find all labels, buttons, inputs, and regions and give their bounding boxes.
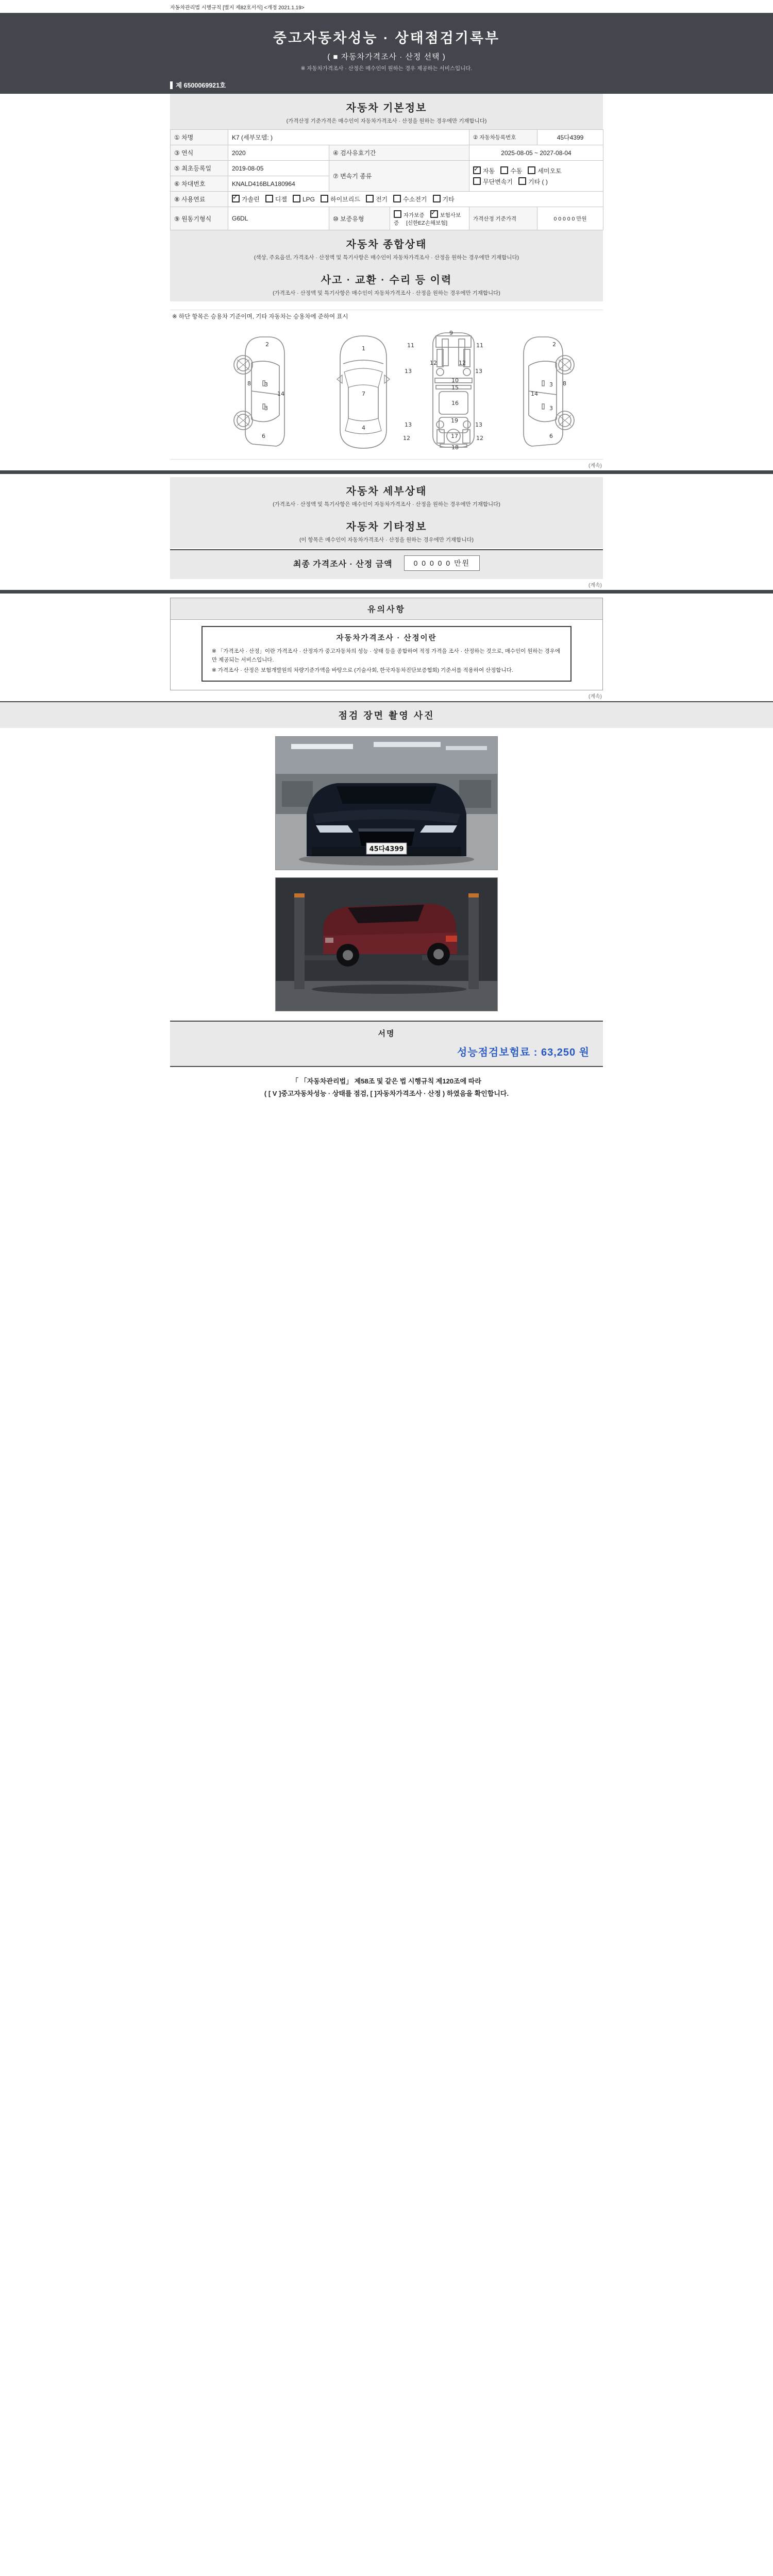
checkbox[interactable] — [366, 195, 374, 202]
checkbox[interactable] — [528, 166, 535, 174]
svg-text:12: 12 — [403, 435, 410, 442]
checkbox-label: 전기 — [375, 196, 388, 203]
label-cell — [469, 130, 537, 145]
table-row — [171, 192, 603, 207]
text: K7 (세부모델: ) — [232, 134, 273, 141]
text: ① 차명 — [174, 134, 194, 141]
section-header-other — [170, 513, 603, 548]
divider — [0, 590, 773, 594]
checkbox-label: 보험사보증 — [394, 212, 461, 226]
section-title: 자동차 기타정보 — [346, 521, 427, 533]
final-price-label: 최종 가격조사 · 산정 금액 — [293, 560, 393, 569]
label-cell — [171, 145, 228, 161]
checkbox[interactable] — [433, 195, 441, 202]
data-cell — [390, 207, 469, 230]
label-cell — [329, 207, 390, 230]
table-row — [171, 207, 603, 230]
label-cell — [171, 207, 228, 230]
checkbox-label: 기타 ( ) — [528, 178, 548, 185]
data-cell — [469, 145, 603, 161]
data-cell — [537, 130, 603, 145]
text: ⑥ 차대번호 — [174, 180, 206, 188]
svg-text:6: 6 — [549, 433, 553, 439]
svg-text:1: 1 — [362, 345, 365, 352]
continue-label: (계속) — [589, 694, 602, 700]
doc-number-text: 제 6500069921호 — [176, 82, 226, 89]
text: 45다4399 — [557, 134, 584, 141]
svg-text:10: 10 — [451, 377, 459, 384]
signature-box — [170, 1021, 603, 1067]
svg-text:17: 17 — [451, 433, 458, 439]
label-cell — [329, 161, 469, 192]
svg-text:19: 19 — [451, 417, 458, 424]
section-title: 사고 · 교환 · 수리 등 이력 — [321, 275, 452, 286]
text: G6DL — [232, 215, 248, 222]
section-note: (가격조사 · 산정액 및 특기사항은 매수인이 자동차가격조사 · 산정을 원하는 경우에만 기재합니다) — [273, 501, 500, 507]
text: 2019-08-05 — [232, 164, 264, 172]
checkbox-checked[interactable] — [430, 210, 438, 218]
data-cell — [228, 145, 329, 161]
section-note: (색상, 주요옵션, 가격조사 · 산정액 및 특기사항은 매수인이 자동차가격조사 · 산정을 원하는 경우에만 기재합니다) — [254, 255, 519, 261]
notice-title: 유의사항 — [171, 598, 602, 620]
license-plate: 45다4399 — [369, 845, 404, 854]
legend-note: ※ 하단 항목은 승용차 기준이며, 기타 자동차는 승용차에 준하여 표시 — [172, 314, 348, 320]
photo-front-svg — [276, 737, 497, 870]
form-reference-note: 자동차관리법 시행규칙 [별지 제82호서식] <개정 2021.1.19> — [170, 5, 305, 11]
price-definition-line: ※ 「가격조사 · 산정」이란 가격조사 · 산정자가 중고자동차의 성능 · 상태 등을 종합하여 적정 가격을 조사 · 산정하는 것으로, 매수인이 원하는 경우에만 제공되는 서비스입니다. — [212, 648, 560, 663]
checkbox-label: LPG — [302, 196, 315, 203]
signature-title: 서명 — [378, 1029, 395, 1039]
price-definition-box — [201, 626, 572, 682]
basic-table — [170, 129, 603, 230]
section-header-basic — [170, 94, 603, 129]
label-cell — [329, 145, 469, 161]
price-definition-title: 자동차가격조사 · 산정이란 — [336, 634, 437, 642]
svg-text:15: 15 — [451, 384, 459, 391]
svg-text:13: 13 — [475, 421, 482, 428]
doc-number-icon — [170, 81, 173, 89]
checkbox-label: 무단변속기 — [483, 178, 513, 185]
svg-text:3: 3 — [549, 405, 553, 412]
checkbox[interactable] — [394, 210, 401, 218]
checkbox-label: 수소전기 — [403, 196, 427, 203]
document-number — [170, 80, 603, 90]
data-cell — [228, 192, 603, 207]
checkbox-label: 세미오토 — [537, 167, 562, 175]
section-title: 자동차 종합상태 — [346, 239, 427, 250]
svg-text:2: 2 — [552, 341, 556, 348]
label-cell — [171, 176, 228, 192]
photo-section-header — [0, 701, 773, 728]
photo-section-title: 점검 장면 촬영 사진 — [338, 710, 435, 721]
section-note: (이 항목은 매수인이 자동차가격조사 · 산정을 원하는 경우에만 기재합니다) — [299, 537, 474, 543]
svg-text:13: 13 — [405, 421, 412, 428]
section-header-overall — [170, 230, 603, 266]
photo-area — [0, 728, 773, 1021]
continue-label: (계속) — [589, 583, 602, 588]
final-price-band — [170, 549, 603, 579]
svg-text:11: 11 — [407, 342, 414, 349]
checkbox-checked[interactable] — [473, 166, 481, 174]
text: ⑧ 사용연료 — [174, 196, 206, 203]
svg-text:3: 3 — [264, 381, 268, 388]
svg-text:11: 11 — [476, 342, 483, 349]
section-header-detail — [170, 477, 603, 513]
data-cell — [537, 207, 603, 230]
text: 가격산정 기준가격 — [473, 215, 517, 222]
page-subtitle: ( ■ 자동차가격조사 · 산정 선택 ) — [327, 53, 446, 61]
price-definition-line: ※ 가격조사 · 산정은 보험개발원의 차량기준가액을 바탕으로 (기술사회, 한국자동차진단보증협회) 기준서를 적용하여 산정합니다. — [212, 667, 513, 673]
checkbox[interactable] — [500, 166, 508, 174]
basic-info-table — [170, 129, 603, 230]
data-cell — [228, 161, 329, 176]
checkbox[interactable] — [293, 195, 300, 202]
section-header-history — [170, 266, 603, 301]
svg-text:4: 4 — [362, 425, 365, 431]
table-row — [171, 161, 603, 176]
line — [473, 165, 599, 176]
page-title: 중고자동차성능 · 상태점검기록부 — [273, 30, 500, 46]
section-title: 자동차 기본정보 — [346, 103, 427, 114]
section-title: 자동차 세부상태 — [346, 486, 427, 497]
label-cell — [171, 161, 228, 176]
checkbox-label: 자동 — [483, 167, 495, 175]
continue-label: (계속) — [589, 463, 602, 469]
checkbox-label: 기타 — [442, 196, 455, 203]
text: ③ 연식 — [174, 149, 194, 157]
text: ④ 검사유효기간 — [333, 149, 376, 157]
label-cell — [469, 207, 537, 230]
text: ⑩ 보증유형 — [333, 215, 364, 223]
data-cell — [228, 207, 329, 230]
svg-text:2: 2 — [265, 341, 269, 348]
car-diagrams — [170, 325, 603, 460]
svg-text:18: 18 — [451, 444, 459, 451]
svg-text:12: 12 — [430, 360, 437, 366]
data-cell — [469, 161, 603, 192]
text: 2020 — [232, 149, 246, 157]
checkbox[interactable] — [321, 195, 328, 202]
svg-text:3: 3 — [549, 381, 553, 388]
text: 2025-08-05 ~ 2027-08-04 — [501, 149, 572, 157]
svg-text:8: 8 — [247, 380, 251, 387]
divider — [0, 470, 773, 474]
svg-text:12: 12 — [476, 435, 483, 442]
checkbox-label: 디젤 — [275, 196, 287, 203]
checkbox[interactable] — [393, 195, 401, 202]
inspection-insurance-fee: 성능점검보험료 : 63,250 원 — [457, 1047, 590, 1059]
svg-text:6: 6 — [262, 433, 265, 439]
svg-text:16: 16 — [451, 400, 459, 406]
table-row — [171, 145, 603, 161]
svg-text:3: 3 — [264, 405, 268, 412]
checkbox[interactable] — [518, 177, 526, 185]
line — [473, 176, 599, 187]
checkbox-label: 가솔린 — [242, 196, 260, 203]
checkbox-label: 자가보증 — [404, 212, 425, 218]
text: 0 0 0 0 0 만원 — [553, 215, 587, 222]
svg-text:12: 12 — [459, 360, 466, 366]
footer-declaration — [170, 1067, 603, 1104]
text: ⑦ 변속기 종류 — [333, 173, 372, 180]
text: ⑨ 원동기형식 — [174, 215, 212, 223]
data-cell — [228, 176, 329, 192]
data-cell — [228, 130, 469, 145]
footer-line: 「 「자동차관리법」 제58조 및 같은 법 시행규칙 제120조에 따라 — [292, 1077, 481, 1086]
checkbox-checked[interactable] — [232, 195, 240, 202]
label-cell — [171, 192, 228, 207]
svg-text:14: 14 — [531, 391, 538, 397]
photo-lift-view — [275, 877, 498, 1011]
section-note: (가격산정 기준가격은 매수인이 자동차가격조사 · 산정을 원하는 경우에만 기재합니다) — [286, 118, 487, 124]
svg-text:13: 13 — [475, 368, 482, 375]
text: [신한EZ손해보험] — [405, 220, 448, 226]
svg-text:9: 9 — [449, 330, 453, 336]
checkbox[interactable] — [265, 195, 273, 202]
section-note: (가격조사 · 산정액 및 특기사항은 매수인이 자동차가격조사 · 산정을 원하는 경우에만 기재합니다) — [273, 290, 500, 296]
photo-lift-svg — [276, 878, 497, 1011]
final-price-value: 0 0 0 0 0 만원 — [404, 555, 480, 571]
svg-text:8: 8 — [563, 380, 566, 387]
table-row — [171, 130, 603, 145]
label-cell — [171, 130, 228, 145]
notice-box — [170, 598, 603, 690]
text: KNALD416BLA180964 — [232, 180, 295, 188]
checkbox-label: 하이브리드 — [330, 196, 360, 203]
checkbox-label: 수동 — [510, 167, 523, 175]
damage-code-legend — [170, 301, 603, 310]
svg-text:7: 7 — [362, 391, 365, 397]
text: ⑤ 최초등록일 — [174, 165, 212, 172]
photo-front-view — [275, 736, 498, 870]
document-header — [0, 14, 773, 94]
text: ② 자동차등록번호 — [473, 134, 516, 141]
page-subtitle-note: ※ 자동차가격조사 · 산정은 매수인이 원하는 경우 제공하는 서비스입니다. — [300, 65, 473, 72]
checkbox[interactable] — [473, 177, 481, 185]
svg-text:14: 14 — [277, 391, 284, 397]
footer-line: ( [ V ]중고자동차성능 · 상태를 점검, [ ]자동차가격조사 · 산정 ) 하였음을 확인합니다. — [264, 1089, 509, 1097]
svg-text:13: 13 — [405, 368, 412, 375]
car-diagram-svg — [170, 329, 603, 451]
